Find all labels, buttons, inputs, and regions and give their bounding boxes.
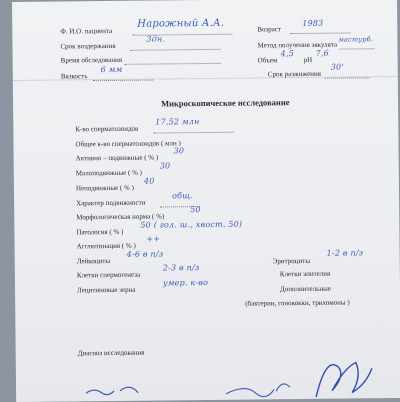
pathology-value: 50 ( гол. ш., хвост. 50) bbox=[140, 219, 243, 230]
low-motile-value: 30 bbox=[159, 161, 171, 171]
exam-time-line bbox=[125, 63, 221, 65]
exam-time-label: Время обследования bbox=[60, 55, 123, 65]
liquefaction-line bbox=[325, 77, 370, 78]
morphology-norm-label: Морфологическая норма ( %) bbox=[76, 212, 165, 222]
viscosity-value: 6 мм bbox=[100, 64, 123, 75]
spermatogenesis-cells-value: 2-3 в п/з bbox=[162, 263, 200, 273]
patient-name-value: Нарожный А.А. bbox=[137, 17, 225, 30]
age-value: 1983 bbox=[302, 18, 324, 28]
abstinence-line bbox=[131, 49, 221, 51]
leukocytes-value: 4-6 в п/з bbox=[126, 249, 164, 259]
patient-name-label: Ф. И.О. пациента bbox=[60, 26, 113, 36]
signature-image bbox=[76, 348, 397, 401]
volume-label: Объем bbox=[257, 56, 278, 65]
collection-method-value: мастурб. bbox=[338, 35, 374, 44]
leukocytes-label: Лейкоциты bbox=[76, 257, 111, 266]
viscosity-label: Вязкость bbox=[60, 72, 88, 81]
spermatogenesis-cells-label: Клетки спермогенеза bbox=[76, 270, 141, 280]
pathology-label: Патология ( % ) bbox=[76, 227, 124, 237]
sperm-count-value: 17,52 млн bbox=[155, 117, 200, 127]
active-motile-label: Активно – подвижные ( % ) bbox=[75, 153, 159, 163]
analysis-form bbox=[12, 0, 400, 402]
liquefaction-label: Срок разжижения bbox=[267, 69, 322, 79]
ph-label: pH bbox=[303, 55, 313, 64]
lecithin-value: умер. к-во bbox=[162, 277, 209, 288]
agglutination-value: ++ bbox=[146, 234, 161, 244]
age-label: Возраст bbox=[257, 25, 282, 34]
volume-value: 4,5 bbox=[280, 49, 294, 59]
collection-method-line bbox=[340, 48, 375, 49]
epithelium-cells-label: Клетки эпителия bbox=[279, 269, 331, 279]
motility-character-value: общ. bbox=[172, 191, 194, 201]
additional-label: Дополнительные bbox=[279, 284, 331, 294]
agglutination-label: Агглютинация ( % ) bbox=[76, 241, 136, 251]
sperm-count-line bbox=[153, 132, 233, 134]
bacteria-label: (бактерии, гонококки, трихомоны ) bbox=[245, 298, 350, 308]
motility-character-label: Характер подвижности bbox=[76, 198, 146, 208]
immotile-label: Неподвижные ( % ) bbox=[75, 183, 134, 193]
low-motile-label: Малоподвижные ( % ) bbox=[75, 168, 143, 178]
liquefaction-value: 30' bbox=[330, 62, 344, 72]
erythrocytes-value: 1-2 в п/з bbox=[326, 248, 364, 258]
lecithin-label: Лецитиновые зерна bbox=[76, 285, 136, 295]
active-motile-value: 30 bbox=[173, 146, 185, 156]
abstinence-value: 3дн. bbox=[146, 34, 166, 44]
section-title: Микроскопическое исследование bbox=[161, 97, 290, 109]
total-sperm-label: Общее к-во сперматозоидов ( млн ) bbox=[75, 139, 181, 149]
immotile-value: 40 bbox=[143, 176, 155, 186]
ph-value: 7,6 bbox=[315, 48, 329, 58]
erythrocytes-label: Эритроциты bbox=[272, 256, 311, 266]
morphology-norm-value: 50 bbox=[190, 205, 201, 215]
abstinence-label: Срок воздержания bbox=[60, 41, 116, 51]
sperm-count-label: К-во сперматозоидов bbox=[75, 124, 139, 134]
diagnosis-label: Диагноз исследования bbox=[77, 348, 145, 358]
viscosity-line bbox=[93, 80, 153, 82]
collection-method-label: Метод получения эякулята bbox=[257, 40, 338, 50]
age-line bbox=[290, 32, 350, 34]
